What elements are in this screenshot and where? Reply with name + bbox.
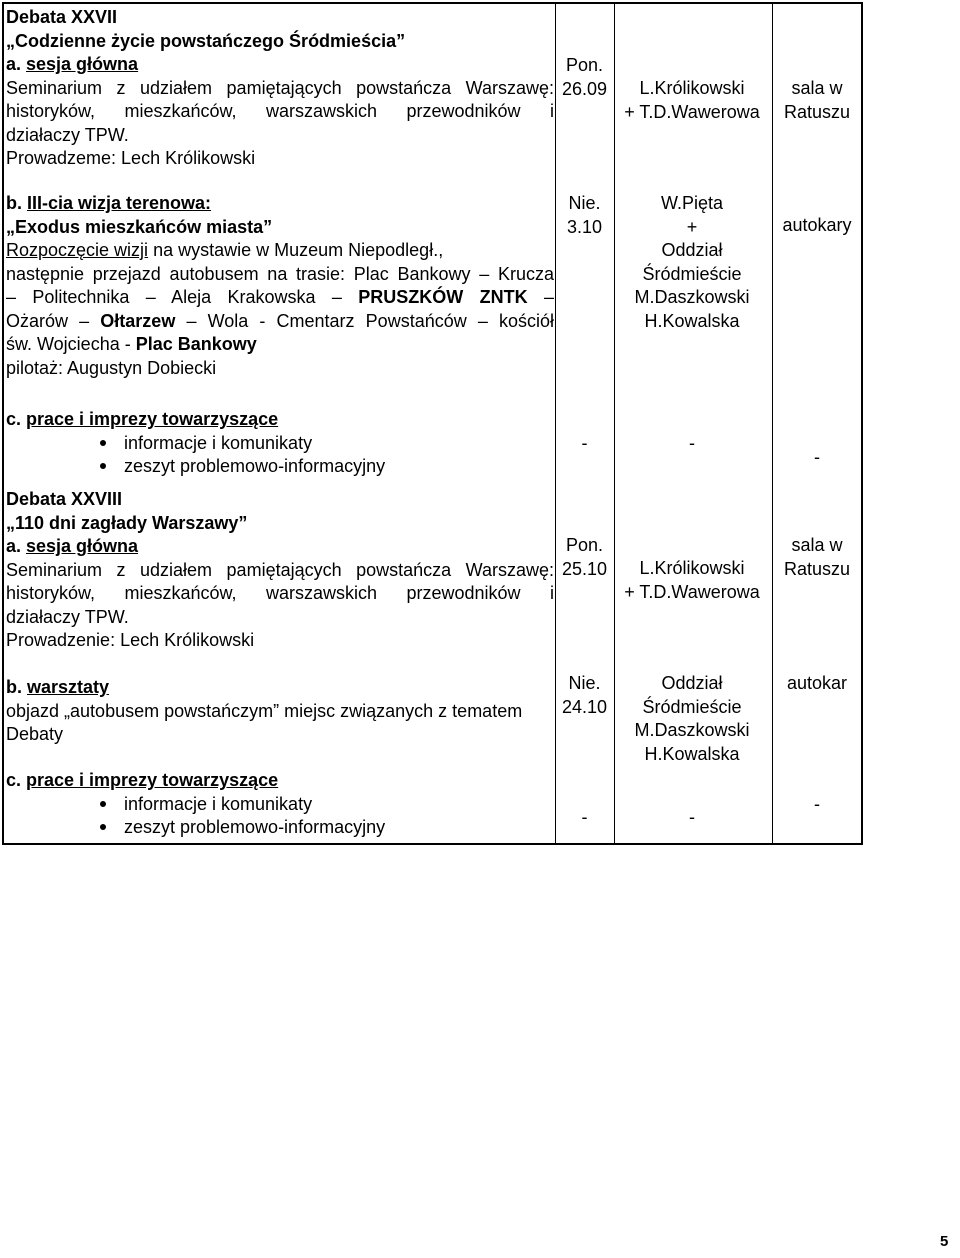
debata-subtitle: „110 dni zagłady Warszawy” (6, 512, 248, 533)
debata-title: Debata XXVIII (6, 489, 123, 509)
date-cell: - (581, 433, 588, 453)
date-cell: Pon. 26.09 (561, 55, 608, 99)
debata-subtitle: „Codzienne życie powstańczego Śródmieścia” (6, 30, 406, 51)
section-heading: c. prace i imprezy towarzyszące (6, 770, 279, 790)
bullet-item: zeszyt problemowo-informacyjny (6, 816, 554, 840)
event-title: „Exodus mieszkańców miasta” (6, 216, 273, 237)
debata-27-session-b (6, 192, 554, 380)
route-line: Ożarów – Ołtarzew – Wola - Cmentarz Powstańców – kościół (6, 310, 555, 331)
host-line: Prowadzenie: Lech Królikowski (6, 630, 255, 650)
route-line: – Politechnika – Aleja Krakowska – PRUSZKÓW ZNTK – (6, 287, 554, 307)
people-cell: W.Pięta + Oddział Śródmieście M.Daszkowski H.Kowalska (634, 193, 750, 331)
place-cell: sala w Ratuszu (783, 535, 851, 579)
bullet-item: informacje i komunikaty (6, 432, 554, 456)
people-cell: L.Królikowski + T.D.Wawerowa (624, 78, 760, 122)
section-heading: b. warsztaty (6, 677, 110, 697)
description-line: Seminarium z udziałem pamiętających powstańcza Warszawę: (6, 77, 554, 98)
date-cell: Nie. 3.10 (566, 193, 603, 237)
page-number: 5 (940, 1233, 949, 1250)
description-line: Seminarium z udziałem pamiętających powstańcza Warszawę: (6, 559, 554, 580)
debata-28-session-c (6, 769, 554, 840)
section-heading: b. III-cia wizja terenowa: (6, 193, 212, 213)
description-line: historyków, mieszkańców, warszawskich przewodników i (6, 583, 554, 603)
description-line: historyków, mieszkańców, warszawskich przewodników i (6, 101, 554, 121)
people-cell: - (689, 433, 695, 453)
place-cell: - (814, 794, 820, 814)
debata-title: Debata XXVII (6, 7, 118, 27)
route-line: następnie przejazd autobusem na trasie: Plac Bankowy – Krucza (6, 263, 554, 284)
place-cell: autokary (782, 215, 852, 235)
description-line: działaczy TPW. (6, 124, 129, 145)
debata-27-session-a (6, 6, 554, 171)
debata-27-session-c (6, 408, 554, 479)
section-heading: c. prace i imprezy towarzyszące (6, 409, 279, 429)
people-cell: Oddział Śródmieście M.Daszkowski H.Kowalska (634, 673, 750, 764)
pilot-line: pilotaż: Augustyn Dobiecki (6, 357, 217, 378)
debata-28-session-a (6, 488, 554, 653)
date-cell: Nie. 24.10 (561, 673, 608, 717)
description-line: Debaty (6, 724, 64, 744)
debata-28-session-b (6, 676, 554, 747)
host-line: Prowadzeme: Lech Królikowski (6, 148, 256, 168)
people-cell: - (689, 807, 695, 827)
column-divider (772, 4, 773, 843)
place-cell: - (814, 447, 820, 467)
section-heading: a. sesja główna (6, 536, 139, 556)
description-line: działaczy TPW. (6, 606, 129, 627)
place-cell: autokar (786, 673, 848, 693)
place-cell: sala w Ratuszu (783, 78, 851, 122)
section-heading: a. sesja główna (6, 54, 139, 74)
description-line: objazd „autobusem powstańczym” miejsc związanych z tematem (6, 700, 523, 721)
date-cell: - (581, 807, 588, 827)
date-cell: Pon. 25.10 (561, 535, 608, 579)
bullet-item: informacje i komunikaty (6, 793, 554, 817)
people-cell: L.Królikowski + T.D.Wawerowa (624, 558, 760, 602)
bullet-item: zeszyt problemowo-informacyjny (6, 455, 554, 479)
route-line: św. Wojciecha - Plac Bankowy (6, 334, 257, 354)
description-line: Rozpoczęcie wizji na wystawie w Muzeum Niepodległ., (6, 240, 444, 260)
